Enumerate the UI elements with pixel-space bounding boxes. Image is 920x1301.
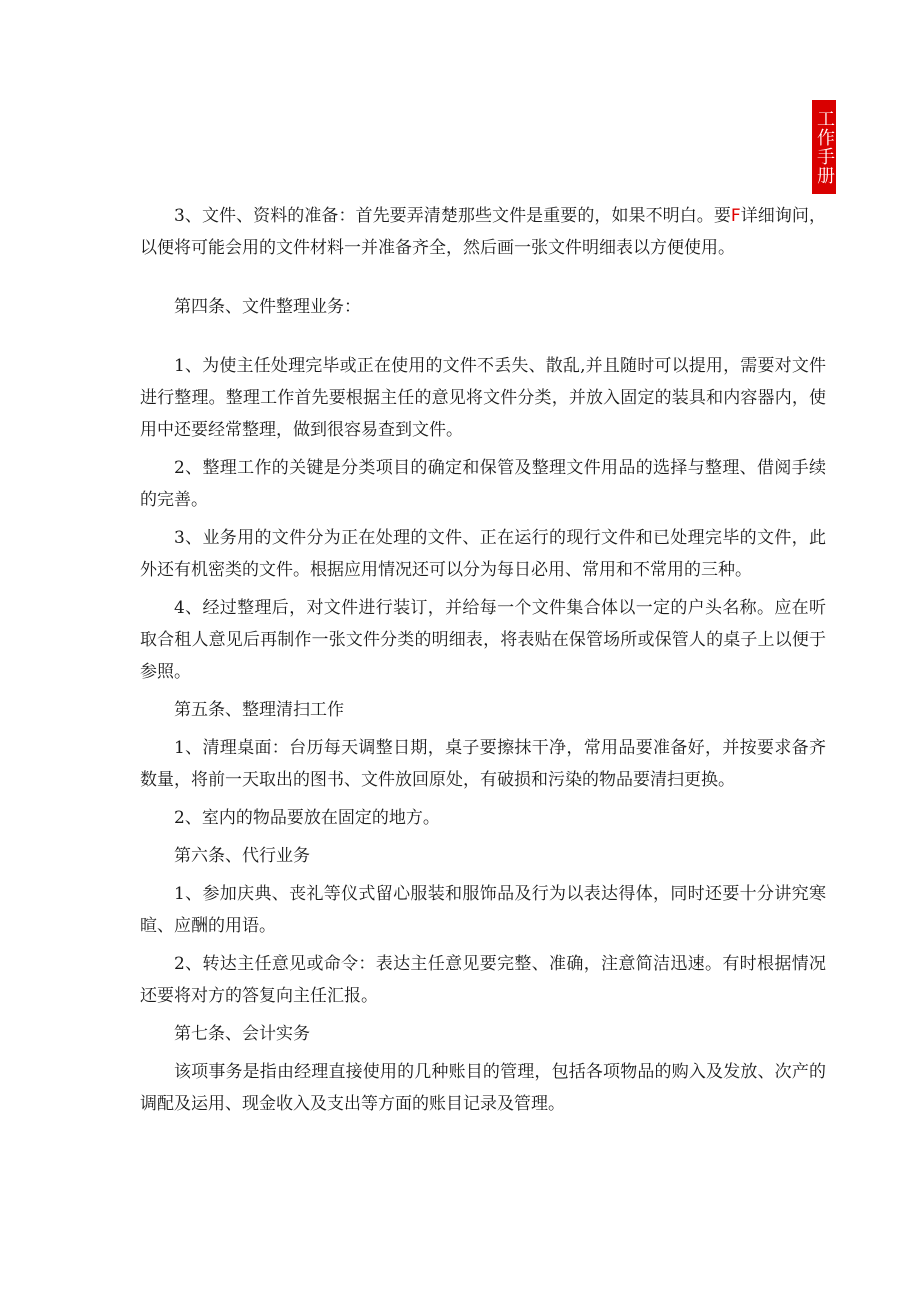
paragraph-4-1: 1、为使主任处理完毕或正在使用的文件不丢失、散乱,并且随时可以提用，需要对文件进行整理。整理工作首先要根据主任的意见将文件分类，并放入固定的装具和内容器内，使用中还要经常整理，做到很容易查到文件。 [140, 356, 826, 440]
side-tab-label: 工作手册 [812, 100, 836, 194]
paragraph-file-preparation [140, 200, 826, 264]
paragraph-4-2: 2、整理工作的关键是分类项目的确定和保管及整理文件用品的选择与整理、借阅手续的完善。 [140, 458, 826, 510]
paragraph-7-1: 该项事务是指由经理直接使用的几种账目的管理，包括各项物品的购入及发放、次产的调配及运用、现金收入及支出等方面的账目记录及管理。 [140, 1062, 826, 1114]
red-letter-mark: F [730, 206, 741, 226]
section-heading-7: 第七条、会计实务 [174, 1024, 310, 1044]
paragraph-text: 3、文件、资料的准备：首先要弄清楚那些文件是重要的，如果不明白。要 [174, 206, 731, 226]
paragraph-4-3: 3、业务用的文件分为正在处理的文件、正在运行的现行文件和已处理完毕的文件，此外还有机密类的文件。根据应用情况还可以分为每日必用、常用和不常用的三种。 [140, 528, 826, 580]
paragraph-5-2: 2、室内的物品要放在固定的地方。 [174, 808, 440, 828]
document-body [140, 200, 826, 1120]
paragraph-4-4: 4、经过整理后，对文件进行装订，并给每一个文件集合体以一定的户头名称。应在听取合租人意见后再制作一张文件分类的明细表，将表贴在保管场所或保管人的桌子上以便于参照。 [140, 598, 826, 682]
section-heading-5: 第五条、整理清扫工作 [174, 700, 344, 720]
section-heading-4: 第四条、文件整理业务： [174, 297, 361, 317]
paragraph-6-1: 1、参加庆典、丧礼等仪式留心服装和服饰品及行为以表达得体，同时还要十分讲究寒暄、应酬的用语。 [140, 884, 826, 936]
section-heading-6: 第六条、代行业务 [174, 846, 310, 866]
paragraph-6-2: 2、转达主任意见或命令：表达主任意见要完整、准确，注意简洁迅速。有时根据情况还要将对方的答复向主任汇报。 [140, 954, 826, 1006]
paragraph-5-1: 1、清理桌面：台历每天调整日期，桌子要擦抹干净，常用品要准备好，并按要求备齐数量，将前一天取出的图书、文件放回原处，有破损和污染的物品要清扫更换。 [140, 738, 826, 790]
paragraph-text: 详细询问，以便将可能会用的文件材料一并准备齐全，然后画一张文件明细表以方便使用。 [140, 206, 826, 258]
